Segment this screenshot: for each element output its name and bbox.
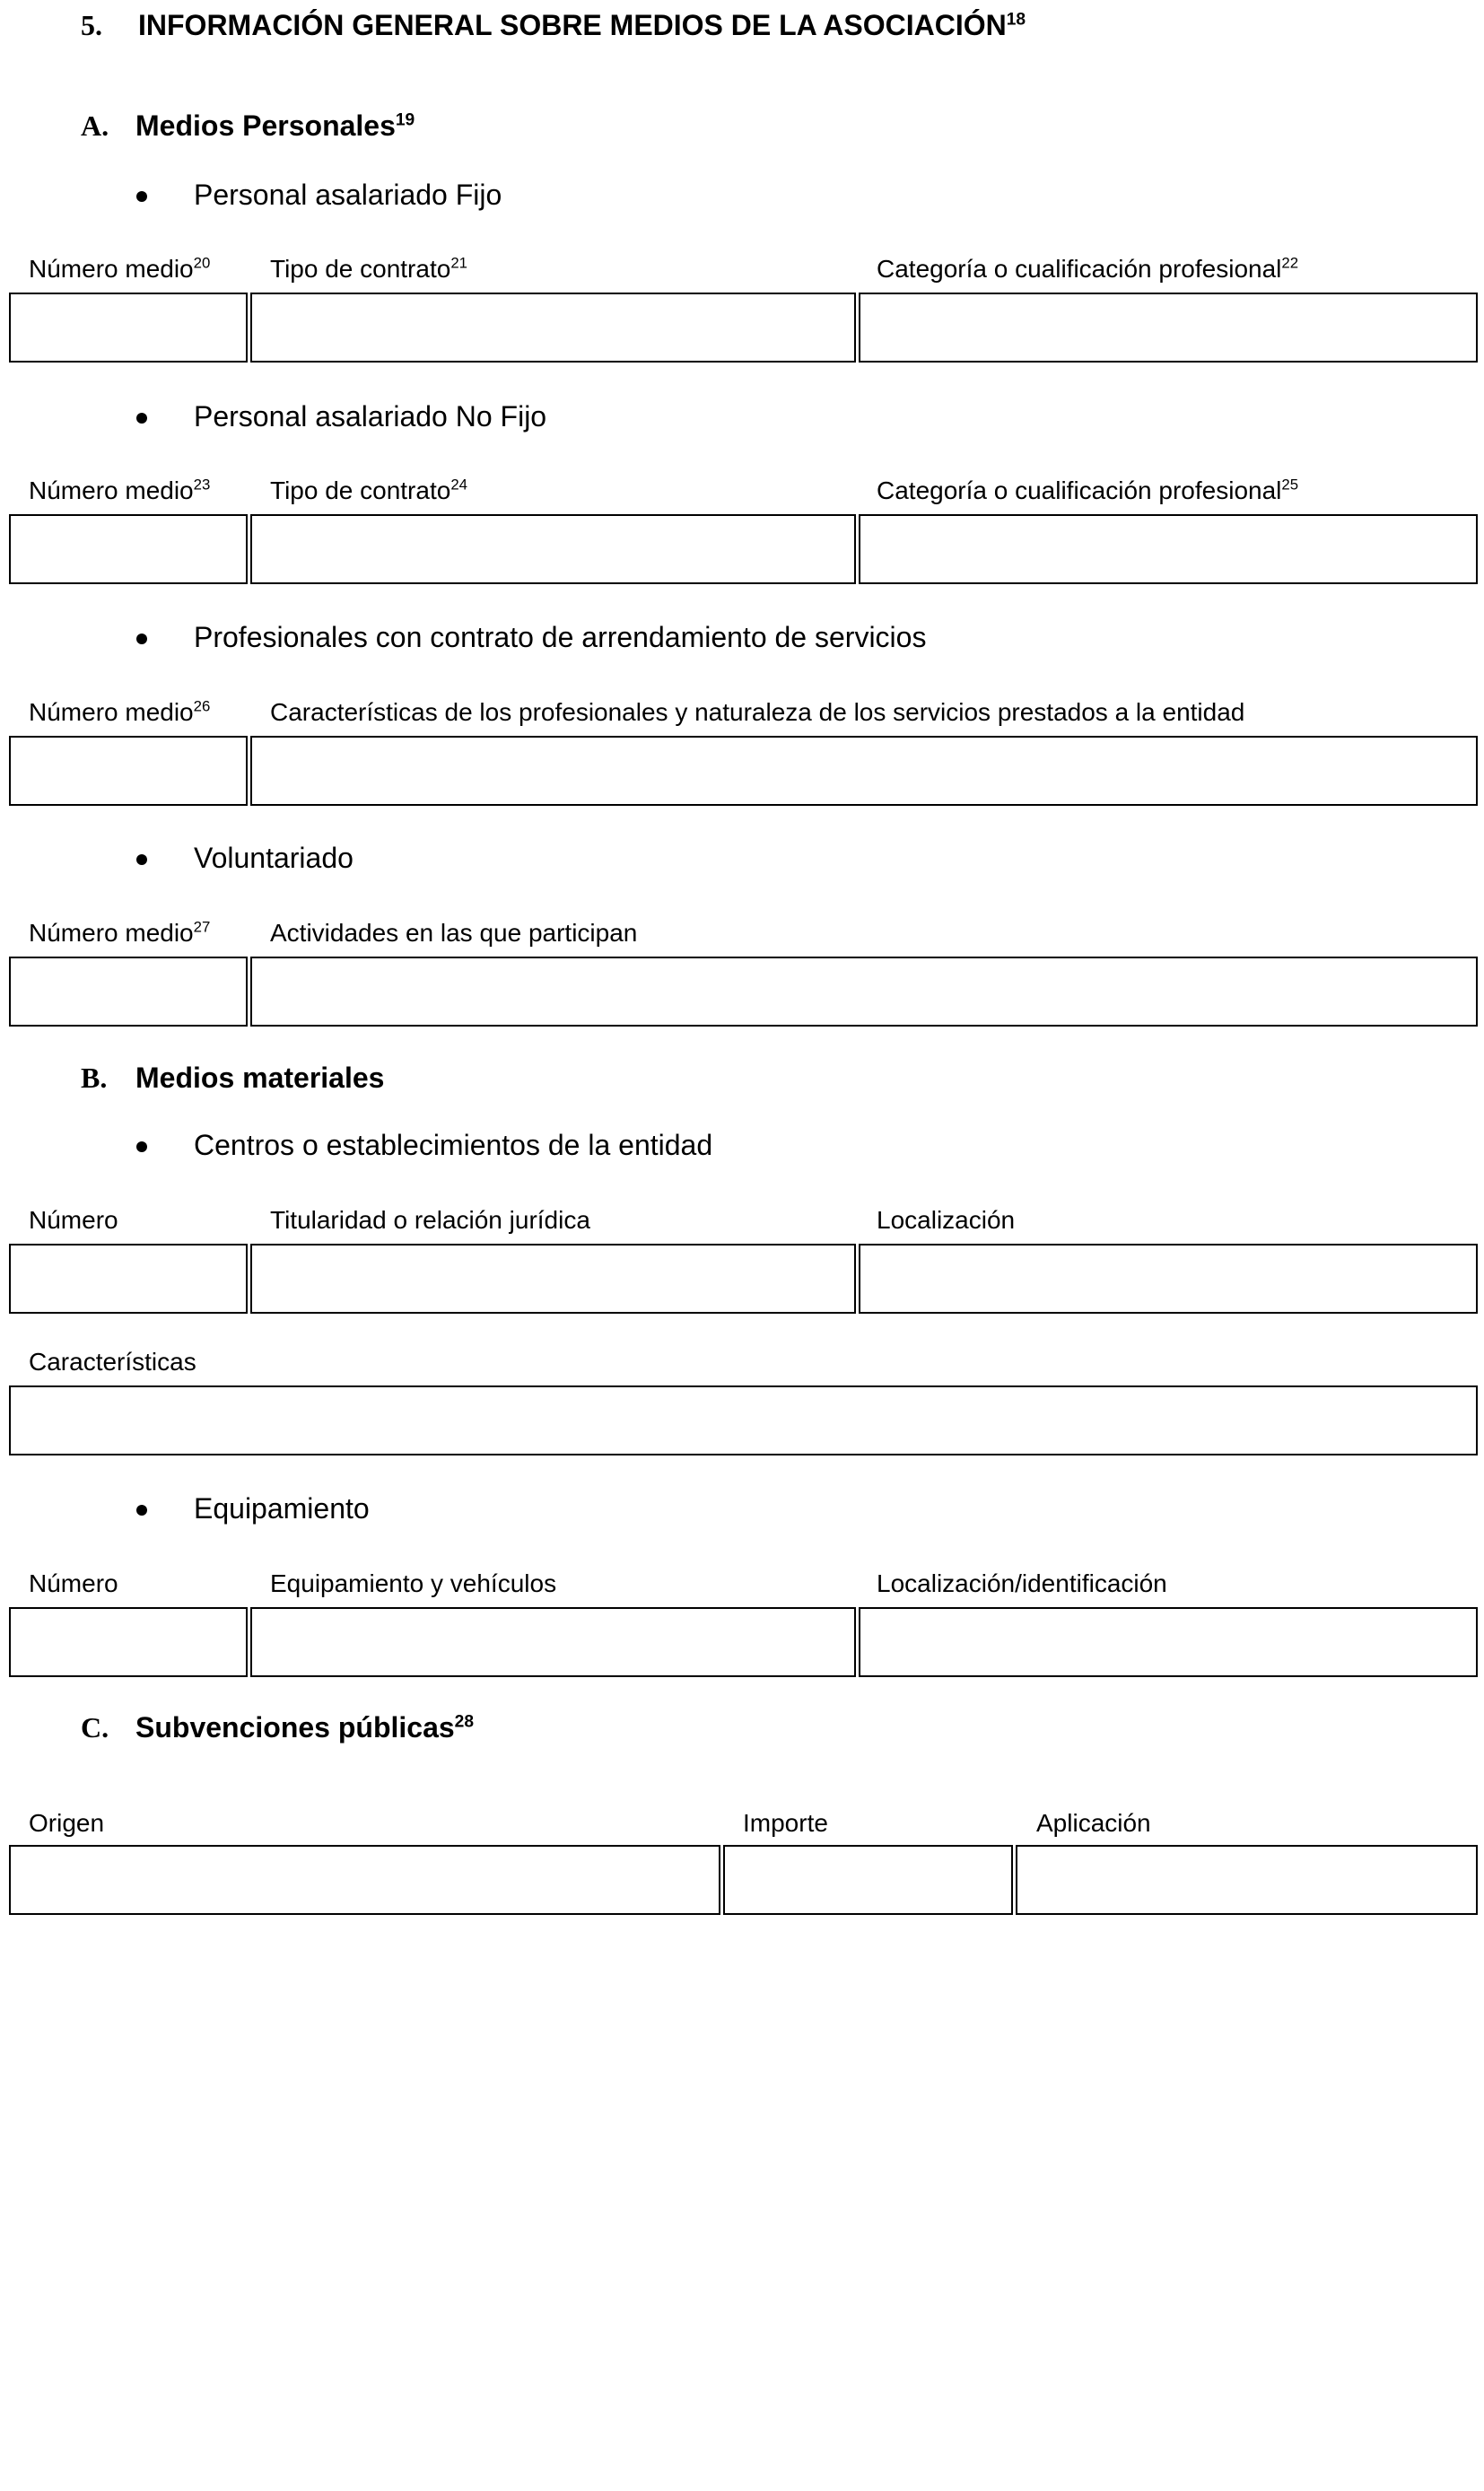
footnote-ref: 22	[1281, 254, 1299, 272]
label-text: Categoría o cualificación profesional	[877, 476, 1282, 504]
categoria-field[interactable]	[859, 293, 1478, 363]
section-title: Subvenciones públicas	[135, 1711, 455, 1744]
label-text: Número medio	[29, 255, 194, 283]
label-caracteristicas-profesionales: Características de los profesionales y naturaleza de los servicios prestados a la entidad	[270, 698, 1245, 726]
label-numero: Número	[29, 1206, 118, 1234]
label-text: Número medio	[29, 698, 194, 726]
label-text: Número medio	[29, 476, 194, 504]
tipo-contrato-field[interactable]	[250, 293, 856, 363]
footnote-ref: 27	[193, 918, 211, 936]
label-numero-medio	[29, 698, 210, 727]
numero-medio-field[interactable]	[9, 293, 248, 363]
categoria-field[interactable]	[859, 514, 1478, 584]
bullet-icon	[136, 191, 147, 202]
label-equipamiento-vehiculos: Equipamiento y vehículos	[270, 1569, 557, 1597]
label-categoria	[877, 476, 1298, 505]
numero-field[interactable]	[9, 1244, 248, 1314]
label-text: Categoría o cualificación profesional	[877, 255, 1282, 283]
bullet-icon	[136, 413, 147, 424]
footnote-ref: 25	[1281, 476, 1299, 494]
footnote-ref: 23	[193, 476, 211, 494]
bullet-label: Voluntariado	[194, 842, 354, 874]
caracteristicas-field[interactable]	[9, 1385, 1478, 1455]
numero-medio-field[interactable]	[9, 514, 248, 584]
section-5-heading	[81, 9, 1026, 42]
footnote-ref: 24	[450, 476, 467, 494]
label-numero: Número	[29, 1569, 118, 1597]
label-caracteristicas: Características	[29, 1348, 196, 1376]
label-categoria	[877, 255, 1298, 284]
label-tipo-contrato	[270, 255, 467, 284]
footnote-ref: 21	[450, 254, 467, 272]
section-a-heading	[81, 109, 619, 149]
aplicacion-field[interactable]	[1016, 1845, 1478, 1915]
footnote-ref: 19	[395, 110, 415, 130]
tipo-contrato-field[interactable]	[250, 514, 856, 584]
section-letter: B.	[81, 1062, 108, 1094]
origen-field[interactable]	[9, 1845, 720, 1915]
label-text: Número medio	[29, 919, 194, 947]
label-numero-medio	[29, 255, 210, 284]
section-number: 5.	[81, 9, 102, 41]
section-title: INFORMACIÓN GENERAL SOBRE MEDIOS DE LA ASOCIACIÓN	[138, 9, 1007, 41]
localizacion-field[interactable]	[859, 1244, 1478, 1314]
label-localizacion: Localización	[877, 1206, 1016, 1234]
section-letter: C.	[81, 1711, 109, 1744]
equipamiento-vehiculos-field[interactable]	[250, 1607, 856, 1677]
numero-field[interactable]	[9, 1607, 248, 1677]
section-letter: A.	[81, 109, 109, 142]
bullet-label: Personal asalariado Fijo	[194, 179, 502, 211]
bullet-label: Profesionales con contrato de arrendamiento de servicios	[194, 621, 927, 653]
section-c-heading	[81, 1711, 619, 1751]
localizacion-identificacion-field[interactable]	[859, 1607, 1478, 1677]
section-title-wrap	[135, 1711, 474, 1744]
bullet-icon	[136, 634, 147, 644]
numero-medio-field[interactable]	[9, 736, 248, 806]
section-b-heading	[81, 1062, 619, 1101]
label-numero-medio	[29, 476, 210, 505]
label-text: Tipo de contrato	[270, 255, 451, 283]
numero-medio-field[interactable]	[9, 957, 248, 1027]
footnote-ref: 18	[1006, 10, 1026, 30]
label-aplicacion: Aplicación	[1036, 1809, 1151, 1837]
bullet-label: Equipamiento	[194, 1492, 370, 1525]
label-actividades: Actividades en las que participan	[270, 919, 638, 947]
bullet-icon	[136, 854, 147, 865]
label-numero-medio	[29, 919, 210, 948]
bullet-icon	[136, 1505, 147, 1516]
label-tipo-contrato	[270, 476, 467, 505]
actividades-field[interactable]	[250, 957, 1478, 1027]
section-title: Medios materiales	[135, 1062, 385, 1094]
bullet-label: Centros o establecimientos de la entidad	[194, 1129, 713, 1161]
section-title: Medios Personales	[135, 109, 396, 142]
label-importe: Importe	[743, 1809, 828, 1837]
label-origen: Origen	[29, 1809, 105, 1837]
caracteristicas-profesionales-field[interactable]	[250, 736, 1478, 806]
titularidad-field[interactable]	[250, 1244, 856, 1314]
label-localizacion-identificacion: Localización/identificación	[877, 1569, 1167, 1597]
footnote-ref: 20	[193, 254, 211, 272]
bullet-icon	[136, 1141, 147, 1152]
footnote-ref: 28	[454, 1712, 474, 1732]
footnote-ref: 26	[193, 697, 211, 715]
label-text: Tipo de contrato	[270, 476, 451, 504]
importe-field[interactable]	[723, 1845, 1013, 1915]
section-title-wrap	[135, 109, 415, 143]
label-titularidad: Titularidad o relación jurídica	[270, 1206, 590, 1234]
bullet-label: Personal asalariado No Fijo	[194, 400, 547, 433]
